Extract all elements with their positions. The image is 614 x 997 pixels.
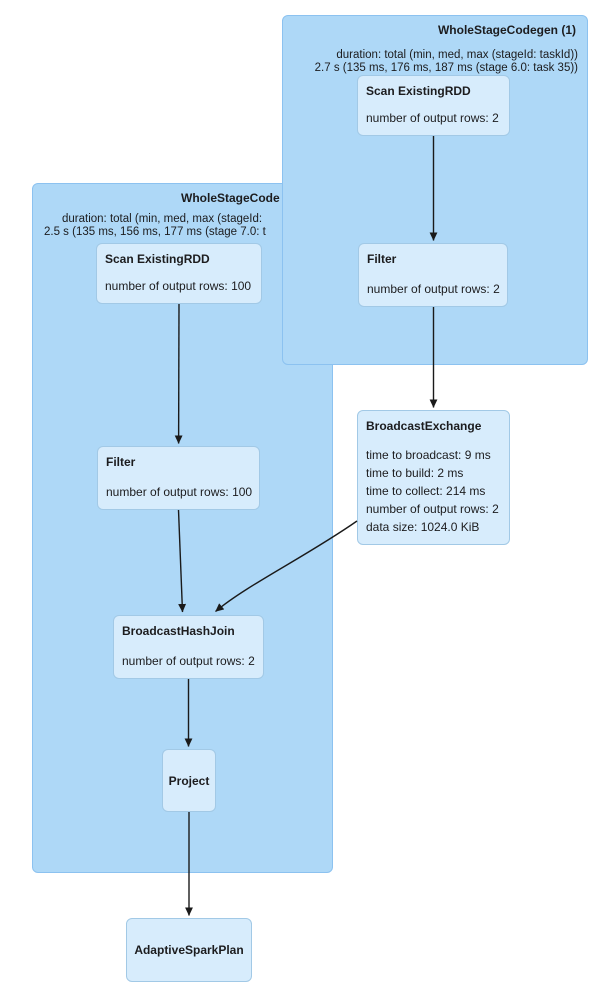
- node-title: Project: [168, 773, 210, 788]
- node-metric: time to collect: 214 ms: [366, 484, 486, 498]
- plan-node-filter-2[interactable]: [97, 446, 260, 510]
- cluster-wholestagecodegen-1-duration-value: 2.7 s (135 ms, 176 ms, 187 ms (stage 6.0: task 35)): [314, 62, 578, 74]
- plan-node-scan-existingrdd-2[interactable]: [96, 243, 262, 304]
- node-metrics-list: [366, 446, 501, 536]
- node-metric: number of output rows: 2: [367, 282, 500, 296]
- node-metric: number of output rows: 2: [366, 502, 499, 516]
- cluster-wholestagecodegen-1: [282, 15, 588, 365]
- plan-node-broadcasthashjoin[interactable]: [113, 615, 264, 679]
- plan-node-scan-existingrdd-1[interactable]: [357, 75, 510, 136]
- node-title: Scan ExistingRDD: [105, 252, 210, 266]
- node-title: Filter: [367, 252, 397, 266]
- node-metric: number of output rows: 100: [105, 279, 252, 293]
- cluster-wholestagecodegen-1-duration: [283, 49, 587, 75]
- node-metric: time to build: 2 ms: [366, 466, 464, 480]
- node-title: BroadcastExchange: [366, 419, 482, 433]
- node-title: AdaptiveSparkPlan: [134, 943, 244, 957]
- plan-node-filter-1[interactable]: [358, 243, 508, 307]
- node-title: Filter: [106, 455, 136, 469]
- cluster-wholestagecodegen-2-title: WholeStageCode: [181, 191, 280, 205]
- cluster-wholestagecodegen-2-duration-label: duration: total (min, med, max (stageId:: [62, 213, 263, 225]
- node-metric: number of output rows: 100: [106, 485, 253, 499]
- node-metric: number of output rows: 2: [122, 654, 255, 668]
- plan-node-broadcastexchange[interactable]: [357, 410, 510, 545]
- plan-node-project[interactable]: [162, 749, 216, 812]
- cluster-wholestagecodegen-1-title: WholeStageCodegen (1): [437, 23, 576, 37]
- node-metric: time to broadcast: 9 ms: [366, 448, 491, 462]
- plan-node-adaptivesparkplan[interactable]: [126, 918, 252, 982]
- cluster-wholestagecodegen-1-duration-label: duration: total (min, med, max (stageId: taskId)): [336, 49, 578, 61]
- node-metric: number of output rows: 2: [366, 111, 499, 125]
- node-metric: data size: 1024.0 KiB: [366, 520, 480, 534]
- node-title: Scan ExistingRDD: [366, 84, 471, 98]
- cluster-wholestagecodegen-2-duration-value: 2.5 s (135 ms, 156 ms, 177 ms (stage 7.0: t: [44, 226, 266, 238]
- node-title: BroadcastHashJoin: [122, 624, 235, 638]
